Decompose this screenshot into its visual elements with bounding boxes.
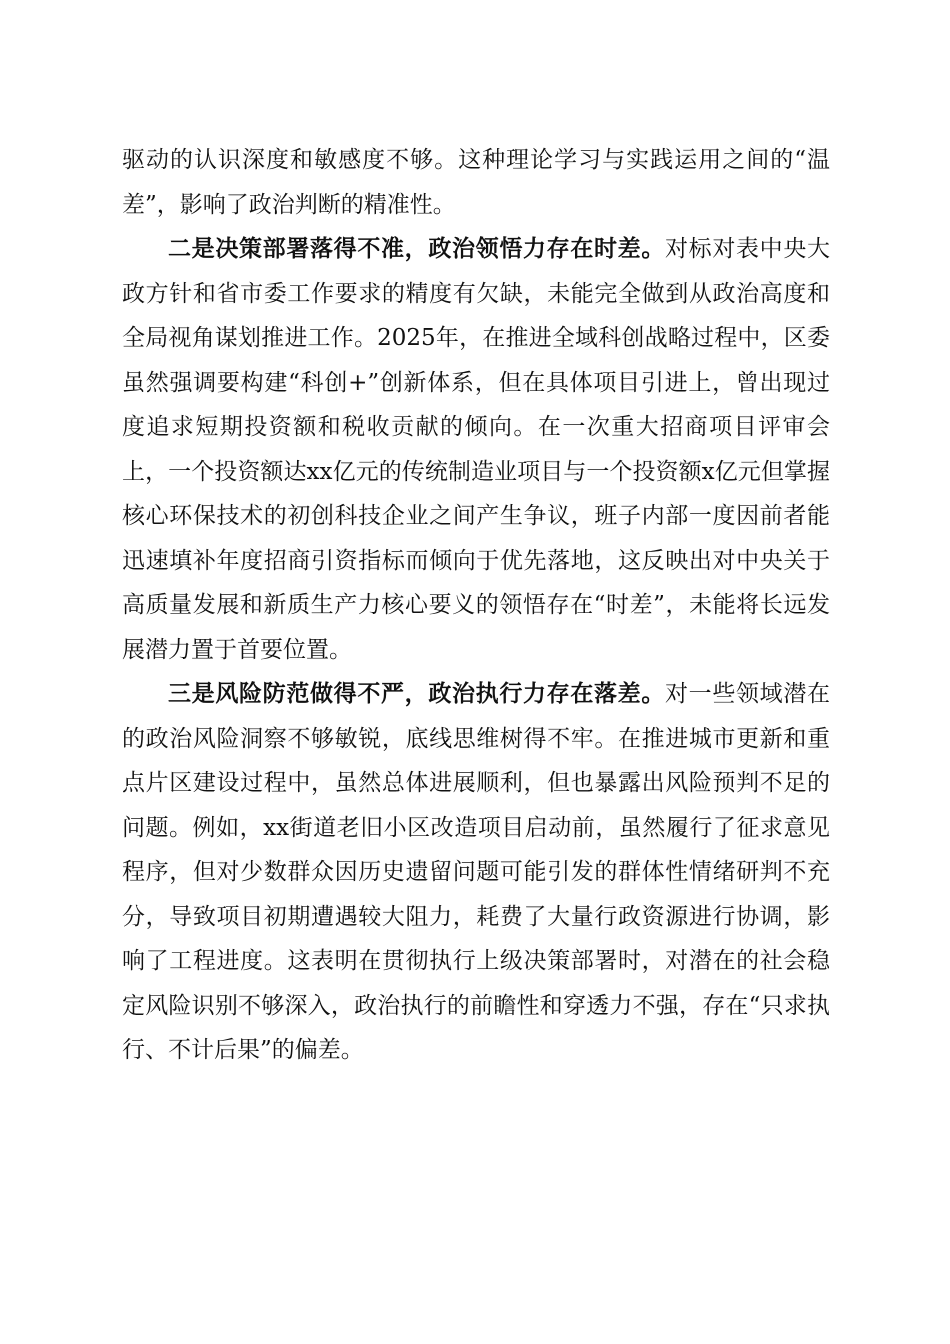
paragraph-decision-deployment bbox=[122, 227, 830, 672]
paragraph-text: 驱动的认识深度和敏感度不够。这种理论学习与实践运用之间的“温差”，影响了政治判断的精准性。 bbox=[122, 147, 830, 218]
paragraph-risk-prevention bbox=[122, 672, 830, 1073]
paragraph-text: 对一些领域潜在的政治风险洞察不够敏锐，底线思维树得不牢。在推进城市更新和重点片区建设过程中，虽然总体进展顺利，但也暴露出风险预判不足的问题。例如，xx街道老旧小区改造项目启动前，虽然履行了征求意见程序，但对少数群众因历史遗留问题可能引发的群体性情绪研判不充分，导致项目初期遭遇较大阻力，耗费了大量行政资源进行协调，影响了工程进度。这表明在贯彻执行上级决策部署时，对潜在的社会稳定风险识别不够深入，政治执行的前瞻性和穿透力不强，存在“只求执行、不计后果”的偏差。 bbox=[122, 681, 831, 1063]
paragraph-continuation bbox=[122, 138, 830, 227]
paragraph-heading: 二是决策部署落得不准，政治领悟力存在时差。 bbox=[168, 235, 665, 262]
paragraph-text: 对标对表中央大政方针和省市委工作要求的精度有欠缺，未能完全做到从政治高度和全局视角谋划推进工作。2025年，在推进全域科创战略过程中，区委虽然强调要构建“科创+”创新体系，但在具体项目引进上，曾出现过度追求短期投资额和税收贡献的倾向。在一次重大招商项目评审会上，一个投资额达xx亿元的传统制造业项目与一个投资额x亿元但掌握核心环保技术的初创科技企业之间产生争议，班子内部一度因前者能迅速填补年度招商引资指标而倾向于优先落地，这反映出对中央关于高质量发展和新质生产力核心要义的领悟存在“时差”，未能将长远发展潜力置于首要位置。 bbox=[122, 236, 831, 663]
document-body bbox=[122, 138, 830, 1073]
paragraph-heading: 三是风险防范做得不严，政治执行力存在落差。 bbox=[168, 680, 665, 707]
